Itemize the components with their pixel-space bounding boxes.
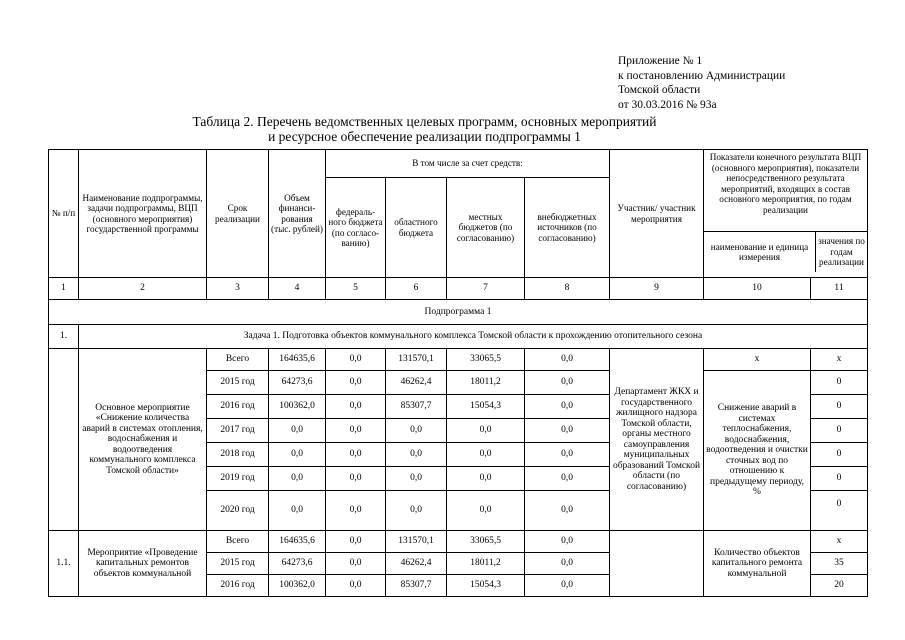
term-cell: 2015 год bbox=[207, 553, 269, 575]
federal-cell: 0,0 bbox=[326, 371, 386, 395]
volume-cell: 64273,6 bbox=[269, 371, 326, 395]
federal-cell: 0,0 bbox=[326, 349, 386, 371]
term-cell: 2016 год bbox=[207, 575, 269, 597]
regional-cell: 46262,4 bbox=[386, 553, 447, 575]
federal-cell: 0,0 bbox=[326, 443, 386, 467]
volume-cell: 0,0 bbox=[269, 443, 326, 467]
volume-cell: 164635,6 bbox=[269, 531, 326, 553]
program-table bbox=[48, 149, 868, 597]
volume-cell: 0,0 bbox=[269, 491, 326, 531]
offbudget-cell: 0,0 bbox=[525, 443, 610, 467]
federal-cell: 0,0 bbox=[326, 395, 386, 419]
participant-cell: Департамент ЖКХ и государственного жилищного надзора Томской области, органы местного самоуправления муниципальных образований Томской области (по согласованию) bbox=[610, 349, 704, 531]
indicator-name: Количество объектов капитального ремонта коммунальной bbox=[704, 531, 811, 597]
appendix-line: Приложение № 1 bbox=[618, 55, 703, 67]
offbudget-cell: 0,0 bbox=[525, 575, 610, 597]
value-cell: 0 bbox=[811, 371, 868, 395]
header-participant: Участник/ участник мероприятия bbox=[610, 150, 704, 278]
offbudget-cell: 0,0 bbox=[525, 467, 610, 491]
volume-cell: 100362,0 bbox=[269, 395, 326, 419]
local-cell: 0,0 bbox=[447, 467, 525, 491]
table-row bbox=[49, 531, 868, 553]
header-term: Срок реализации bbox=[207, 150, 269, 278]
local-cell: 15054,3 bbox=[447, 395, 525, 419]
federal-cell: 0,0 bbox=[326, 531, 386, 553]
regional-cell: 131570,1 bbox=[386, 531, 447, 553]
header-local: местных бюджетов (по согласованию) bbox=[447, 178, 525, 278]
regional-cell: 131570,1 bbox=[386, 349, 447, 371]
volume-cell: 100362,0 bbox=[269, 575, 326, 597]
appendix-line: Томской области bbox=[618, 84, 701, 96]
term-cell: 2016 год bbox=[207, 395, 269, 419]
header-regional: областного бюджета bbox=[386, 178, 447, 278]
colnum: 2 bbox=[79, 278, 207, 300]
offbudget-cell: 0,0 bbox=[525, 371, 610, 395]
local-cell: 15054,3 bbox=[447, 575, 525, 597]
volume-cell: 0,0 bbox=[269, 419, 326, 443]
regional-cell: 0,0 bbox=[386, 443, 447, 467]
value-cell: 0 bbox=[811, 395, 868, 419]
colnum: 8 bbox=[525, 278, 610, 300]
offbudget-cell: 0,0 bbox=[525, 349, 610, 371]
regional-cell: 85307,7 bbox=[386, 395, 447, 419]
local-cell: 18011,2 bbox=[447, 553, 525, 575]
volume-cell: 164635,6 bbox=[269, 349, 326, 371]
term-cell: 2019 год bbox=[207, 467, 269, 491]
subprogram-row: Подпрограмма 1 bbox=[49, 300, 868, 325]
colnum: 6 bbox=[386, 278, 447, 300]
regional-cell: 0,0 bbox=[386, 467, 447, 491]
term-cell: 2017 год bbox=[207, 419, 269, 443]
colnum: 3 bbox=[207, 278, 269, 300]
indicator-first: х bbox=[704, 349, 811, 371]
appendix-block bbox=[618, 54, 785, 112]
header-name: Наименование подпрограммы, задачи подпрограммы, ВЦП (основного мероприятия) государственной программы bbox=[79, 150, 207, 278]
regional-cell: 85307,7 bbox=[386, 575, 447, 597]
activity-name: Мероприятие «Проведение капитальных ремонтов объектов коммунальной bbox=[79, 531, 207, 597]
value-cell: х bbox=[811, 531, 868, 553]
offbudget-cell: 0,0 bbox=[525, 491, 610, 531]
federal-cell: 0,0 bbox=[326, 419, 386, 443]
offbudget-cell: 0,0 bbox=[525, 531, 610, 553]
main-activity-name: Основное мероприятие «Снижение количества аварий в системах отопления, водоснабжения и водоотведения коммунального комплекса Томской области» bbox=[79, 349, 207, 531]
colnum: 1 bbox=[49, 278, 79, 300]
colnum: 4 bbox=[269, 278, 326, 300]
value-cell: х bbox=[811, 349, 868, 371]
term-cell: Всего bbox=[207, 531, 269, 553]
regional-cell: 0,0 bbox=[386, 419, 447, 443]
table-row bbox=[49, 349, 868, 371]
term-cell: 2018 год bbox=[207, 443, 269, 467]
appendix-line: от 30.03.2016 № 93а bbox=[618, 98, 717, 111]
colnum: 5 bbox=[326, 278, 386, 300]
volume-cell: 0,0 bbox=[269, 467, 326, 491]
column-numbers-row bbox=[49, 278, 868, 300]
header-num: № п/п bbox=[49, 150, 79, 278]
indicator-name: Снижение аварий в системах теплоснабжения, водоснабжения, водоотведения и очистки сточных вод по отношению к предыдущему периоду, % bbox=[704, 371, 811, 531]
term-cell: Всего bbox=[207, 349, 269, 371]
value-cell: 20 bbox=[811, 575, 868, 597]
colnum: 10 bbox=[704, 278, 811, 300]
volume-cell: 64273,6 bbox=[269, 553, 326, 575]
regional-cell: 0,0 bbox=[386, 491, 447, 531]
local-cell: 0,0 bbox=[447, 419, 525, 443]
header-ind-name: наименование и единица измерения bbox=[704, 232, 816, 272]
colnum: 11 bbox=[811, 278, 868, 300]
indicators-subheader bbox=[704, 232, 867, 272]
header-ind-values: значения по годам реализации bbox=[818, 236, 865, 268]
local-cell: 18011,2 bbox=[447, 371, 525, 395]
federal-cell: 0,0 bbox=[326, 491, 386, 531]
activity-num: 1.1. bbox=[49, 531, 79, 597]
appendix-line: к постановлению Администрации bbox=[618, 69, 786, 82]
colnum: 9 bbox=[610, 278, 704, 300]
header-incl: В том числе за счет средств: bbox=[326, 150, 610, 178]
task-num: 1. bbox=[49, 325, 79, 349]
table-title: Таблица 2. Перечень ведомственных целевых программ, основных мероприятий bbox=[192, 114, 657, 129]
regional-cell: 46262,4 bbox=[386, 371, 447, 395]
term-cell: 2020 год bbox=[207, 491, 269, 531]
empty-cell bbox=[49, 349, 79, 531]
header-federal: федераль-ного бюджета (по согласо-ванию) bbox=[326, 178, 386, 278]
colnum: 7 bbox=[447, 278, 525, 300]
header-offbudget: внебюджетных источников (по согласованию) bbox=[525, 178, 610, 278]
header-indicators bbox=[704, 150, 868, 278]
task-text: Задача 1. Подготовка объектов коммунального комплекса Томской области к прохождению отопительного сезона bbox=[79, 325, 868, 349]
offbudget-cell: 0,0 bbox=[525, 553, 610, 575]
value-cell: 0 bbox=[811, 443, 868, 467]
local-cell: 33065,5 bbox=[447, 349, 525, 371]
federal-cell: 0,0 bbox=[326, 467, 386, 491]
term-cell: 2015 год bbox=[207, 371, 269, 395]
federal-cell: 0,0 bbox=[326, 553, 386, 575]
offbudget-cell: 0,0 bbox=[525, 395, 610, 419]
local-cell: 0,0 bbox=[447, 443, 525, 467]
federal-cell: 0,0 bbox=[326, 575, 386, 597]
value-cell: 35 bbox=[811, 553, 868, 575]
local-cell: 0,0 bbox=[447, 491, 525, 531]
value-cell: 0 bbox=[811, 467, 868, 491]
local-cell: 33065,5 bbox=[447, 531, 525, 553]
offbudget-cell: 0,0 bbox=[525, 419, 610, 443]
indicators-title: Показатели конечного результата ВЦП (основного мероприятия), показатели непосредственного результата мероприятий, входящих в состав основного мероприятия, по годам реализации bbox=[704, 150, 867, 232]
header-volume: Объем финанси-рования (тыс. рублей) bbox=[269, 150, 326, 278]
value-cell: 0 bbox=[811, 491, 868, 531]
participant-cell bbox=[610, 531, 704, 597]
table-subtitle: и ресурсное обеспечение реализации подпрограммы 1 bbox=[268, 129, 581, 144]
value-cell: 0 bbox=[811, 419, 868, 443]
